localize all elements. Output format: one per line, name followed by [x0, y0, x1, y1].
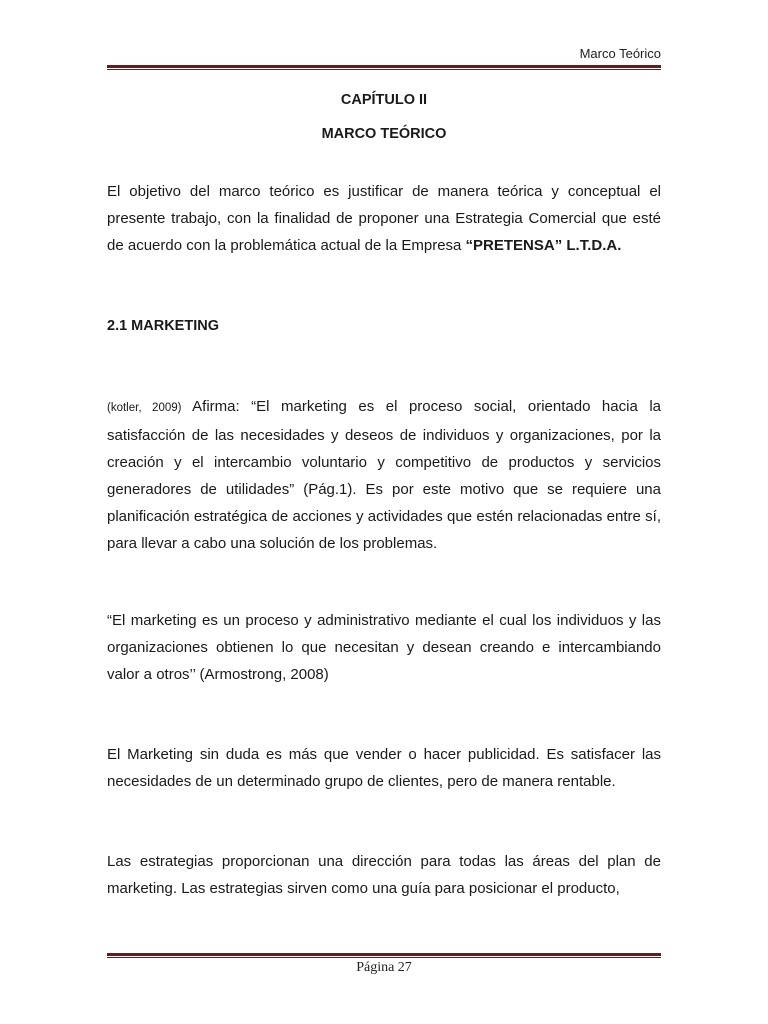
footer-rule — [107, 953, 661, 958]
chapter-title: MARCO TEÓRICO — [321, 126, 447, 142]
armstrong-paragraph: “El marketing es un proceso y administrativo mediante el cual los individuos y las organizaciones obtienen lo que necesitan y desean creando e intercambiando valor a otros’’ (Armostrong, 2008) — [107, 612, 661, 683]
sin-duda-paragraph: El Marketing sin duda es más que vender o hacer publicidad. Es satisfacer las necesidades de un determinado grupo de clientes, pero de manera rentable. — [107, 746, 661, 790]
header-rule-thin — [107, 69, 661, 70]
footer-rule-thin — [107, 957, 661, 958]
footer-rule-thick — [107, 953, 661, 956]
estrategias-paragraph: Las estrategias proporcionan una dirección para todas las áreas del plan de marketing. Las estrategias sirven como una guía para posicionar el producto, — [107, 853, 661, 897]
chapter-number: CAPÍTULO II — [340, 92, 428, 108]
header-rule-thick — [107, 65, 661, 68]
kotler-citation: (kotler, 2009) — [107, 402, 182, 414]
company-name: “PRETENSA” L.T.D.A. — [465, 237, 622, 254]
kotler-paragraph — [107, 393, 661, 557]
section-heading: 2.1 MARKETING — [107, 318, 219, 334]
intro-text: El objetivo del marco teórico es justificar de manera teórica y conceptual el presente trabajo, con la finalidad de proponer una Estrategia Comercial que esté de acuerdo con la problemática actual de la Empresa — [107, 183, 661, 254]
header-rule — [107, 65, 661, 70]
running-header: Marco Teórico — [579, 46, 661, 61]
page-number: Página 27 — [356, 960, 412, 975]
kotler-text: Afirma: “El marketing es el proceso social, orientado hacia la satisfacción de las necesidades y deseos de individuos y organizaciones, por la creación y el intercambio voluntario y competitivo de productos y servicios generadores de utilidades” (Pág.1). Es por este motivo que se requiere una planificación estratégica de acciones y actividades que estén relacionadas entre sí, para llevar a cabo una solución de los problemas. — [107, 398, 661, 552]
intro-paragraph — [107, 178, 661, 259]
